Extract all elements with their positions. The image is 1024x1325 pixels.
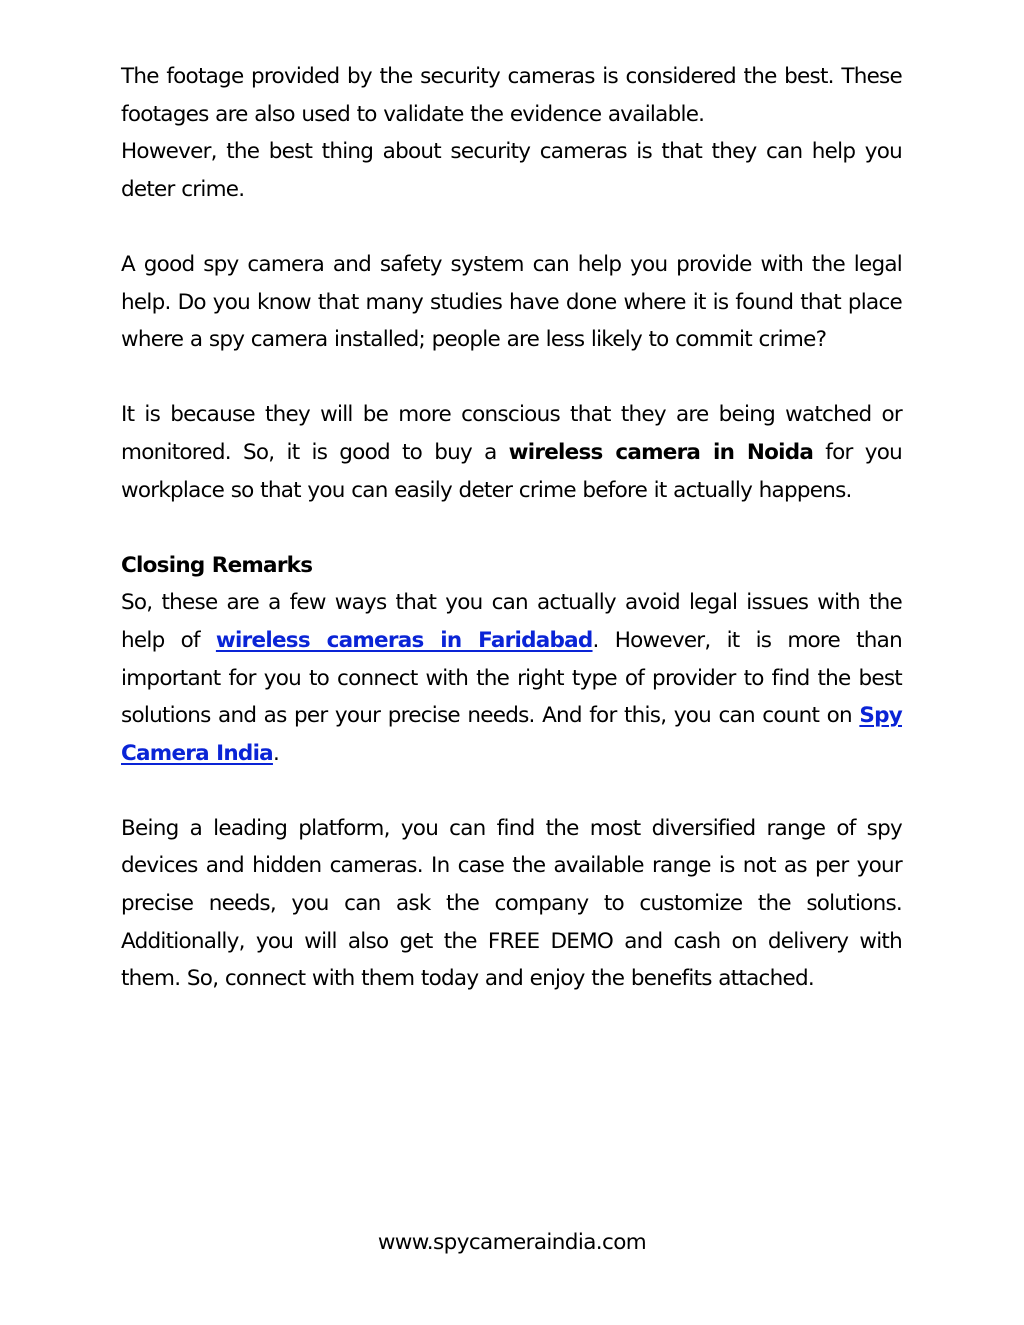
paragraph-text: So, these are a few ways that you can actually avoid legal issues with the help of (121, 590, 902, 653)
footer-url: www.spycameraindia.com (377, 1230, 647, 1255)
section-heading-closing-remarks: Closing Remarks (121, 552, 313, 578)
paragraph-text: It is because they will be more conscious that they are being watched or monitored. So, it is good to buy a (121, 402, 902, 465)
paragraph-spacer (121, 208, 902, 246)
paragraph-closing-remarks (121, 584, 902, 772)
paragraph-text: . However, it is more than important for you to connect with the right type of provider to find the best solutions and as per your precise needs. And for this, you can count on (121, 627, 902, 729)
paragraph-footage: The footage provided by the security cameras is considered the best. These footages are also used to validate the evidence available. (121, 64, 902, 127)
paragraph-text: . (272, 740, 280, 766)
paragraph-monitored (121, 396, 902, 509)
paragraph-text: for you workplace so that you can easily deter crime before it actually happens. (121, 439, 902, 503)
paragraph-deter-crime: However, the best thing about security cameras is that they can help you deter crime. (121, 139, 902, 202)
paragraph-spacer (121, 509, 902, 547)
paragraph-leading-platform: Being a leading platform, you can find the most diversified range of spy devices and hidden cameras. In case the available range is not as per your precise needs, you can ask the company to customize the solutions. Additionally, you will also get the FREE DEMO and cash on delivery with them. So, connect with them today and enjoy the benefits attached. (121, 815, 902, 992)
paragraph-spy-camera: A good spy camera and safety system can help you provide with the legal help. Do you know that many studies have done where it is found that place where a spy camera installed; people are less likely to commit crime? (121, 251, 902, 353)
paragraph-spacer (121, 772, 902, 810)
paragraph-spacer (121, 359, 902, 397)
document-body (121, 58, 902, 998)
link-spy-camera-india[interactable]: Spy Camera India (121, 703, 902, 766)
bold-keyword-noida: wireless camera in Noida (508, 439, 814, 465)
link-wireless-cameras-faridabad[interactable]: wireless cameras in Faridabad (215, 627, 593, 653)
